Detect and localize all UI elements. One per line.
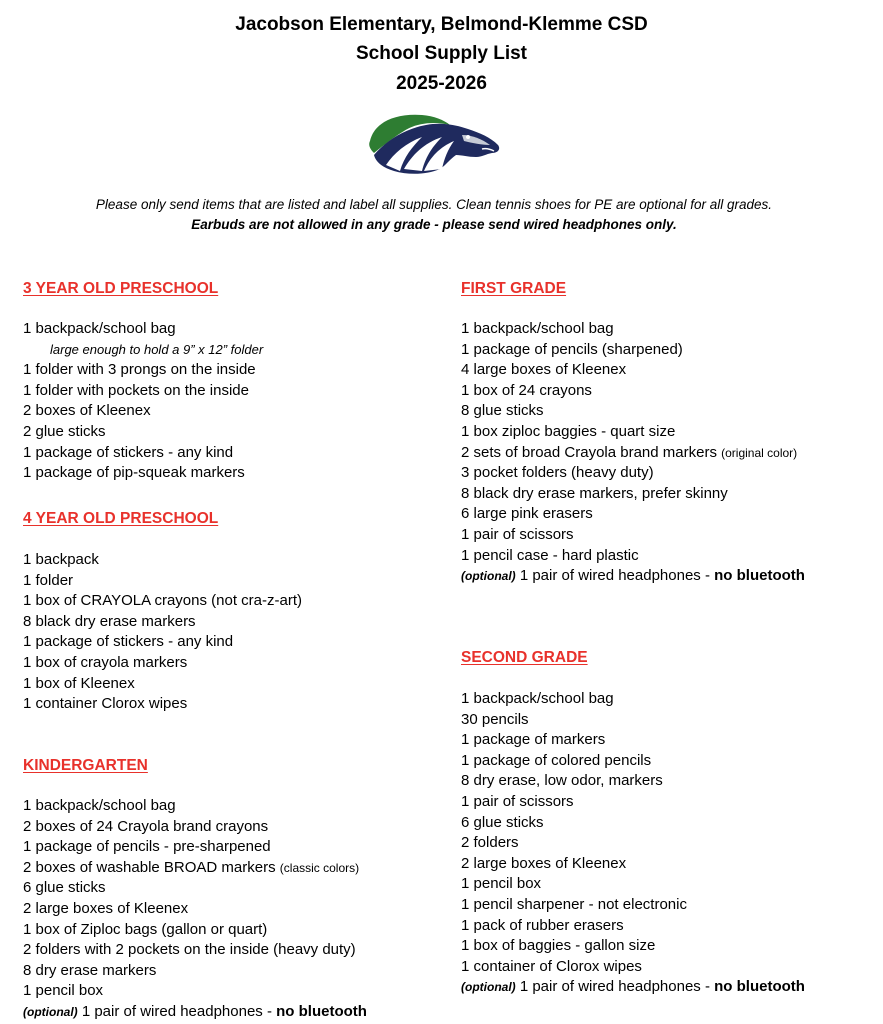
no-bluetooth-note: no bluetooth bbox=[714, 567, 805, 585]
list-item: 1 container of Clorox wipes bbox=[461, 957, 642, 975]
list-item: 1 backpack/school bag bbox=[461, 320, 614, 337]
kindergarten-heading: KINDERGARTEN bbox=[23, 757, 148, 774]
list-item: 4 large boxes of Kleenex bbox=[461, 361, 627, 379]
list-item: 6 glue sticks bbox=[23, 879, 106, 897]
list-item: 1 container Clorox wipes bbox=[23, 695, 188, 713]
list-item: 30 pencils bbox=[461, 710, 529, 728]
list-item: 1 box of Kleenex bbox=[23, 674, 135, 692]
first-grade-heading: FIRST GRADE bbox=[461, 280, 567, 297]
no-bluetooth-note: no bluetooth bbox=[276, 1002, 367, 1020]
list-item: 1 package of pencils (sharpened) bbox=[461, 340, 683, 358]
list-item: 1 package of stickers - any kind bbox=[23, 443, 234, 461]
list-item: 1 pack of rubber erasers bbox=[461, 916, 624, 934]
list-item: 2 boxes of Kleenex bbox=[23, 402, 151, 420]
item-text: 2 boxes of washable BROAD markers bbox=[23, 858, 276, 876]
school-name: Jacobson Elementary, Belmond-Klemme CSD bbox=[235, 14, 648, 35]
kindergarten-list bbox=[23, 796, 367, 1023]
list-item: 1 pencil box bbox=[461, 875, 542, 893]
list-item: 1 box of CRAYOLA crayons (not cra-z-art) bbox=[23, 592, 302, 610]
list-item: 6 large pink erasers bbox=[461, 505, 593, 523]
list-item: 1 folder bbox=[23, 571, 74, 589]
list-item: 1 pair of scissors bbox=[461, 525, 574, 543]
list-item: 1 package of colored pencils bbox=[461, 751, 652, 769]
optional-tag: (optional) bbox=[23, 1004, 78, 1019]
earbuds-notice: Earbuds are not allowed in any grade - please send wired headphones only. bbox=[191, 217, 677, 232]
school-year: 2025-2026 bbox=[396, 73, 487, 94]
list-item: 8 dry erase markers bbox=[23, 961, 157, 979]
list-item: 1 box of 24 crayons bbox=[461, 381, 592, 399]
item-text: 1 pair of wired headphones - bbox=[515, 978, 715, 996]
list-item: 1 box of baggies - gallon size bbox=[461, 937, 656, 955]
list-item: 1 folder with pockets on the inside bbox=[23, 381, 249, 399]
list-item: 1 folder with 3 prongs on the inside bbox=[23, 361, 256, 379]
second-grade-list bbox=[461, 689, 805, 998]
list-item: 1 box ziploc baggies - quart size bbox=[461, 422, 676, 440]
list-item: 1 package of pip-squeak markers bbox=[23, 464, 245, 482]
preschool4-heading: 4 YEAR OLD PRESCHOOL bbox=[23, 510, 219, 527]
no-bluetooth-note: no bluetooth bbox=[714, 978, 805, 996]
list-item: 2 folders with 2 pockets on the inside (heavy duty) bbox=[23, 941, 356, 959]
list-item: 1 pencil box bbox=[23, 982, 104, 1000]
list-item: 1 backpack/school bag bbox=[23, 797, 176, 814]
list-item: 2 glue sticks bbox=[23, 422, 106, 440]
optional-tag: (optional) bbox=[461, 569, 516, 584]
optional-tag: (optional) bbox=[461, 980, 516, 995]
list-item-note: large enough to hold a 9” x 12” folder bbox=[50, 341, 264, 357]
list-item: 1 package of markers bbox=[461, 731, 606, 749]
preschool3-list bbox=[23, 319, 263, 484]
item-detail: (original color) bbox=[721, 445, 798, 460]
list-item: 3 pocket folders (heavy duty) bbox=[461, 464, 654, 482]
list-item: 8 dry erase, low odor, markers bbox=[461, 772, 663, 790]
list-item: 6 glue sticks bbox=[461, 813, 544, 831]
list-item: 2 large boxes of Kleenex bbox=[461, 854, 627, 872]
list-item: 1 pencil case - hard plastic bbox=[461, 546, 639, 564]
list-item: 8 black dry erase markers, prefer skinny bbox=[461, 484, 728, 502]
preschool3-heading: 3 YEAR OLD PRESCHOOL bbox=[23, 280, 219, 297]
list-item: 1 package of stickers - any kind bbox=[23, 633, 234, 651]
item-text: 1 pair of wired headphones - bbox=[77, 1002, 277, 1020]
supply-instructions: Please only send items that are listed and label all supplies. Clean tennis shoes for PE are optional for all grades. bbox=[95, 197, 773, 212]
preschool4-list bbox=[23, 550, 302, 715]
list-item: 2 large boxes of Kleenex bbox=[23, 899, 189, 917]
list-item: 2 folders bbox=[461, 834, 519, 852]
first-grade-list bbox=[461, 319, 805, 587]
list-item: 1 box of crayola markers bbox=[23, 653, 188, 671]
list-item bbox=[461, 443, 805, 464]
bronco-horse-head-logo-icon bbox=[364, 111, 504, 177]
item-detail: (classic colors) bbox=[279, 860, 360, 875]
list-item: 8 glue sticks bbox=[461, 402, 544, 420]
list-item: 1 backpack/school bag bbox=[461, 690, 614, 707]
list-item: 1 package of pencils - pre-sharpened bbox=[23, 838, 271, 856]
list-item: 2 boxes of 24 Crayola brand crayons bbox=[23, 817, 269, 835]
list-item: 1 backpack/school bag bbox=[23, 320, 176, 337]
page-title: School Supply List bbox=[355, 43, 527, 64]
list-item: 1 pair of scissors bbox=[461, 792, 574, 810]
list-item bbox=[23, 858, 367, 879]
list-item: 8 black dry erase markers bbox=[23, 612, 196, 630]
list-item: 1 box of Ziploc bags (gallon or quart) bbox=[23, 920, 268, 938]
item-text: 1 pair of wired headphones - bbox=[515, 567, 715, 585]
item-text: 2 sets of broad Crayola brand markers bbox=[461, 443, 717, 461]
list-item: 1 backpack bbox=[23, 551, 99, 568]
list-item bbox=[23, 1002, 367, 1023]
second-grade-heading: SECOND GRADE bbox=[461, 649, 588, 666]
list-item bbox=[461, 977, 805, 998]
list-item: 1 pencil sharpener - not electronic bbox=[461, 895, 687, 913]
list-item bbox=[461, 566, 805, 587]
